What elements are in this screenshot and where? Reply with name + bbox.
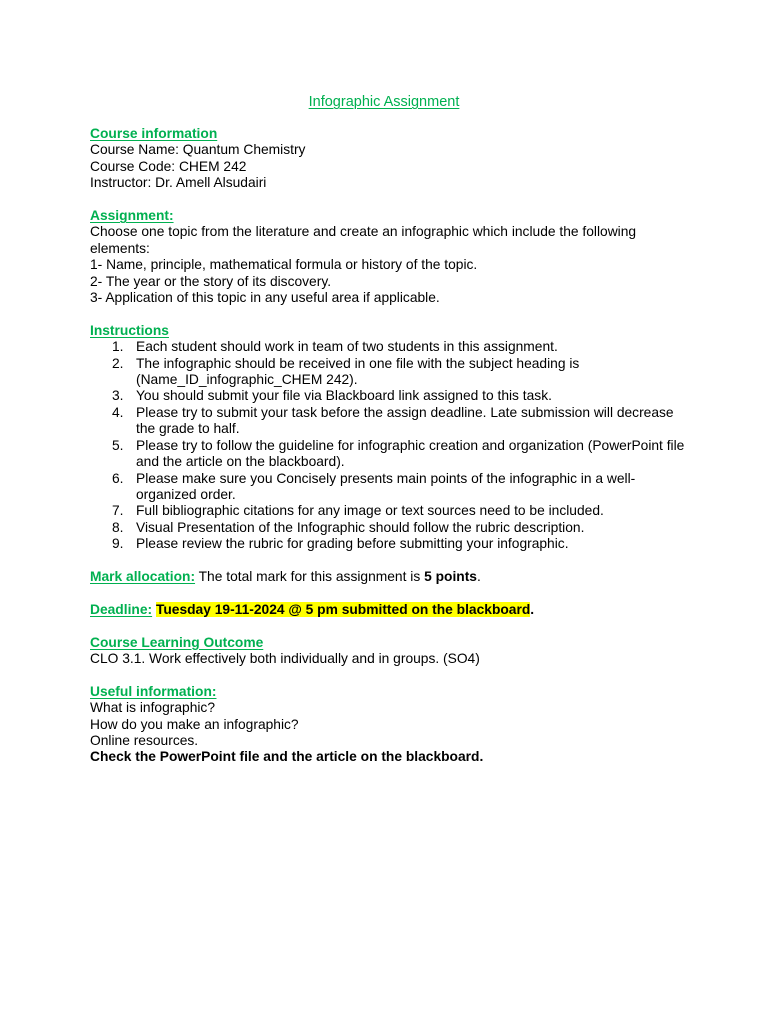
list-item	[90, 405, 690, 438]
deadline-end: .	[530, 601, 535, 617]
instructions-section	[90, 323, 690, 553]
mark-value: 5 points	[424, 568, 477, 584]
mark-allocation	[90, 569, 690, 585]
assignment-item: 3- Application of this topic in any useful area if applicable.	[90, 290, 440, 306]
list-item	[90, 438, 690, 471]
list-text: Please try to follow the guideline for infographic creation and organization (PowerPoint file and the article on the blackboard).	[136, 437, 685, 470]
course-code: Course Code: CHEM 242	[90, 158, 247, 174]
instructor: Instructor: Dr. Amell Alsudairi	[90, 175, 267, 191]
list-text: Please review the rubric for grading before submitting your infographic.	[136, 536, 569, 552]
assignment-heading: Assignment:	[90, 208, 174, 224]
mark-allocation-heading: Mark allocation:	[90, 568, 196, 584]
course-info-heading: Course information	[90, 126, 218, 141]
list-number: 9.	[112, 536, 124, 552]
useful-line: What is infographic?	[90, 700, 216, 716]
list-text: You should submit your file via Blackboard link assigned to this task.	[136, 388, 552, 404]
document-body	[90, 126, 690, 766]
list-number: 2.	[112, 355, 124, 371]
list-item	[90, 339, 690, 355]
list-item	[90, 356, 690, 389]
course-info-section	[90, 126, 690, 192]
list-number: 4.	[112, 404, 124, 420]
document-title	[0, 93, 768, 111]
title-text: Infographic Assignment	[308, 94, 460, 110]
useful-line: Online resources.	[90, 732, 199, 748]
list-number: 3.	[112, 388, 124, 404]
list-text: Visual Presentation of the Infographic should follow the rubric description.	[136, 519, 585, 535]
assignment-section	[90, 208, 690, 306]
list-number: 6.	[112, 470, 124, 486]
list-item	[90, 520, 690, 536]
list-item	[90, 503, 690, 519]
deadline-text: Tuesday 19-11-2024 @ 5 pm submitted on the blackboard	[155, 601, 531, 617]
deadline-heading: Deadline:	[90, 601, 153, 617]
list-number: 1.	[112, 339, 124, 355]
list-number: 5.	[112, 437, 124, 453]
assignment-item: 1- Name, principle, mathematical formula or history of the topic.	[90, 257, 478, 273]
useful-line: How do you make an infographic?	[90, 716, 299, 732]
list-text: Each student should work in team of two students in this assignment.	[136, 339, 558, 355]
useful-section	[90, 684, 690, 766]
list-item	[90, 536, 690, 552]
useful-bold-line: Check the PowerPoint file and the article on the blackboard.	[90, 749, 484, 765]
list-text: Please make sure you Concisely presents main points of the infographic in a well-organized order.	[136, 470, 636, 502]
list-text: Please try to submit your task before the assign deadline. Late submission will decrease the grade to half.	[136, 404, 674, 437]
clo-text: CLO 3.1. Work effectively both individually and in groups. (SO4)	[90, 650, 480, 666]
clo-heading: Course Learning Outcome	[90, 634, 264, 650]
list-number: 8.	[112, 519, 124, 535]
deadline	[90, 602, 690, 618]
clo-section	[90, 635, 690, 668]
list-text: The infographic should be received in one file with the subject heading is (Name_ID_infographic_CHEM 242).	[136, 355, 580, 388]
useful-heading: Useful information:	[90, 683, 217, 699]
list-number: 7.	[112, 503, 124, 519]
assignment-item: 2- The year or the story of its discovery.	[90, 273, 332, 289]
instructions-list	[90, 339, 690, 552]
course-name: Course Name: Quantum Chemistry	[90, 142, 306, 158]
mark-allocation-text: The total mark for this assignment is	[195, 568, 425, 584]
assignment-intro: Choose one topic from the literature and create an infographic which include the following elements:	[90, 224, 637, 256]
instructions-heading: Instructions	[90, 322, 169, 338]
list-item	[90, 388, 690, 404]
list-text: Full bibliographic citations for any image or text sources need to be included.	[136, 503, 604, 519]
mark-end: .	[476, 568, 481, 584]
list-item	[90, 471, 690, 504]
